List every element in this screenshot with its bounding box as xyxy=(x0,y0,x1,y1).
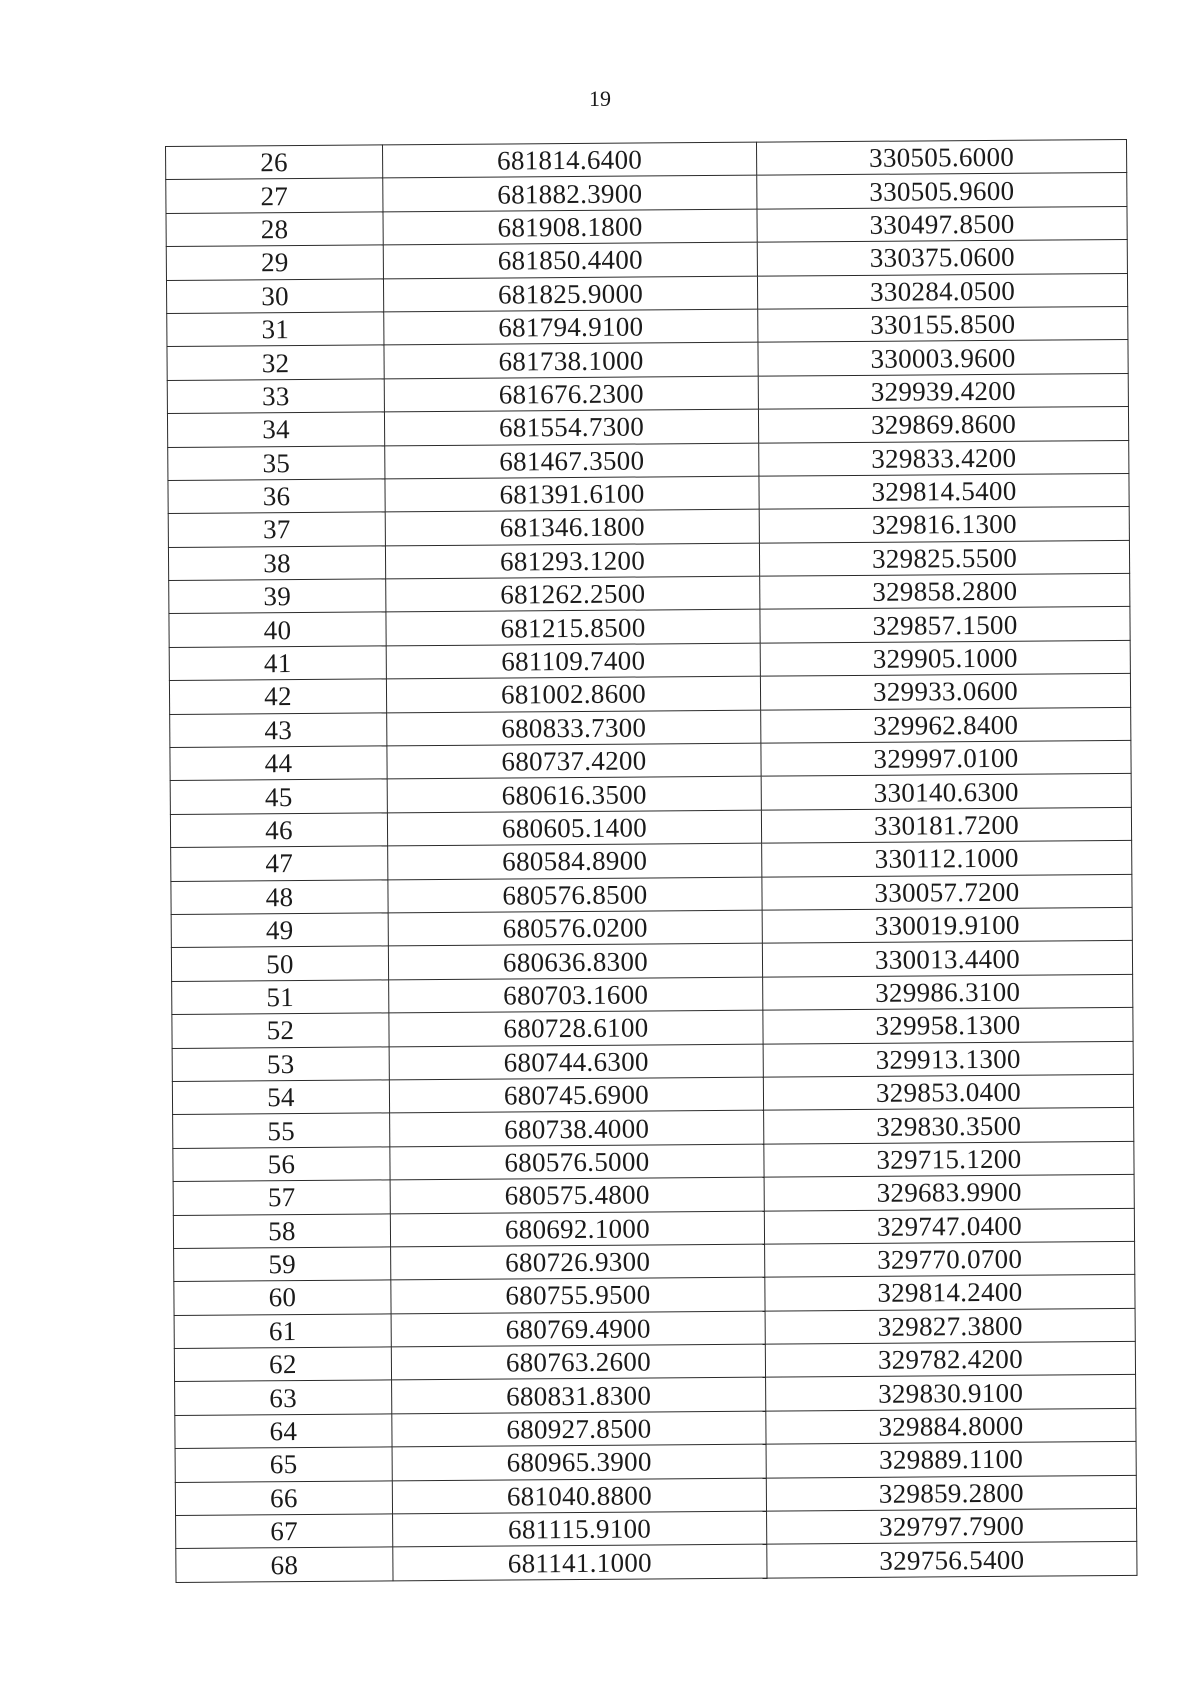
x-coordinate-cell: 681293.1200 xyxy=(385,543,759,579)
y-coordinate-cell: 329853.0400 xyxy=(763,1074,1133,1110)
point-number-cell: 34 xyxy=(167,412,384,447)
x-coordinate-cell: 681554.7300 xyxy=(384,409,758,445)
y-coordinate-cell: 329986.3100 xyxy=(763,974,1133,1010)
x-coordinate-cell: 680636.8300 xyxy=(388,944,762,980)
x-coordinate-cell: 681794.9100 xyxy=(384,309,758,345)
x-coordinate-cell: 681002.8600 xyxy=(386,676,760,712)
point-number-cell: 64 xyxy=(175,1414,392,1449)
y-coordinate-cell: 329933.0600 xyxy=(760,674,1130,710)
y-coordinate-cell: 330155.8500 xyxy=(758,306,1128,342)
point-number-cell: 50 xyxy=(171,946,388,981)
y-coordinate-cell: 329958.1300 xyxy=(763,1008,1133,1044)
y-coordinate-cell: 330140.6300 xyxy=(761,774,1131,810)
y-coordinate-cell: 329889.1100 xyxy=(766,1442,1136,1478)
x-coordinate-cell: 680726.9300 xyxy=(391,1244,765,1280)
y-coordinate-cell: 329939.4200 xyxy=(758,373,1128,409)
x-coordinate-cell: 680833.7300 xyxy=(387,710,761,746)
y-coordinate-cell: 330181.7200 xyxy=(761,807,1131,843)
x-coordinate-cell: 681825.9000 xyxy=(383,276,757,312)
y-coordinate-cell: 329715.1200 xyxy=(764,1141,1134,1177)
x-coordinate-cell: 680576.0200 xyxy=(388,910,762,946)
point-number-cell: 31 xyxy=(167,312,384,347)
y-coordinate-cell: 329830.9100 xyxy=(766,1375,1136,1411)
point-number-cell: 44 xyxy=(170,746,387,781)
x-coordinate-cell: 680965.3900 xyxy=(392,1444,766,1480)
y-coordinate-cell: 330057.7200 xyxy=(762,874,1132,910)
y-coordinate-cell: 329962.8400 xyxy=(761,707,1131,743)
x-coordinate-cell: 681115.9100 xyxy=(393,1511,767,1547)
x-coordinate-cell: 680728.6100 xyxy=(389,1010,763,1046)
y-coordinate-cell: 329830.3500 xyxy=(764,1108,1134,1144)
x-coordinate-cell: 681040.8800 xyxy=(392,1478,766,1514)
y-coordinate-cell: 329859.2800 xyxy=(766,1475,1136,1511)
y-coordinate-cell: 329683.9900 xyxy=(764,1175,1134,1211)
x-coordinate-cell: 680769.4900 xyxy=(391,1311,765,1347)
coordinates-table xyxy=(165,139,1138,1583)
y-coordinate-cell: 329858.2800 xyxy=(760,574,1130,610)
point-number-cell: 61 xyxy=(174,1314,391,1349)
point-number-cell: 53 xyxy=(172,1046,389,1081)
point-number-cell: 56 xyxy=(173,1147,390,1182)
point-number-cell: 46 xyxy=(170,813,387,848)
y-coordinate-cell: 330112.1000 xyxy=(762,841,1132,877)
y-coordinate-cell: 329827.3800 xyxy=(765,1308,1135,1344)
x-coordinate-cell: 680738.4000 xyxy=(390,1110,764,1146)
y-coordinate-cell: 330284.0500 xyxy=(757,273,1127,309)
x-coordinate-cell: 681814.6400 xyxy=(382,142,756,178)
y-coordinate-cell: 330505.9600 xyxy=(757,173,1127,209)
x-coordinate-cell: 681109.7400 xyxy=(386,643,760,679)
x-coordinate-cell: 680703.1600 xyxy=(389,977,763,1013)
x-coordinate-cell: 680605.1400 xyxy=(387,810,761,846)
point-number-cell: 38 xyxy=(168,546,385,581)
point-number-cell: 55 xyxy=(173,1113,390,1148)
point-number-cell: 27 xyxy=(166,178,383,213)
point-number-cell: 52 xyxy=(172,1013,389,1048)
y-coordinate-cell: 329814.5400 xyxy=(759,473,1129,509)
point-number-cell: 49 xyxy=(171,913,388,948)
point-number-cell: 33 xyxy=(167,379,384,414)
y-coordinate-cell: 329825.5500 xyxy=(759,540,1129,576)
y-coordinate-cell: 329913.1300 xyxy=(763,1041,1133,1077)
x-coordinate-cell: 681908.1800 xyxy=(383,209,757,245)
point-number-cell: 62 xyxy=(174,1347,391,1382)
y-coordinate-cell: 329814.2400 xyxy=(765,1275,1135,1311)
y-coordinate-cell: 329884.8000 xyxy=(766,1408,1136,1444)
point-number-cell: 66 xyxy=(175,1480,392,1515)
point-number-cell: 58 xyxy=(173,1213,390,1248)
coordinates-table-body xyxy=(166,139,1137,1582)
point-number-cell: 36 xyxy=(168,479,385,514)
x-coordinate-cell: 681850.4400 xyxy=(383,242,757,278)
x-coordinate-cell: 680927.8500 xyxy=(392,1411,766,1447)
point-number-cell: 67 xyxy=(176,1514,393,1549)
x-coordinate-cell: 680576.5000 xyxy=(390,1144,764,1180)
point-number-cell: 59 xyxy=(174,1247,391,1282)
y-coordinate-cell: 329905.1000 xyxy=(760,640,1130,676)
x-coordinate-cell: 681467.3500 xyxy=(385,443,759,479)
y-coordinate-cell: 329747.0400 xyxy=(764,1208,1134,1244)
point-number-cell: 45 xyxy=(170,779,387,814)
point-number-cell: 32 xyxy=(167,345,384,380)
point-number-cell: 65 xyxy=(175,1447,392,1482)
y-coordinate-cell: 329857.1500 xyxy=(760,607,1130,643)
y-coordinate-cell: 329833.4200 xyxy=(759,440,1129,476)
point-number-cell: 35 xyxy=(168,445,385,480)
x-coordinate-cell: 681391.6100 xyxy=(385,476,759,512)
y-coordinate-cell: 329997.0100 xyxy=(761,740,1131,776)
x-coordinate-cell: 680831.8300 xyxy=(392,1378,766,1414)
x-coordinate-cell: 681262.2500 xyxy=(386,576,760,612)
point-number-cell: 41 xyxy=(169,646,386,681)
y-coordinate-cell: 330375.0600 xyxy=(757,240,1127,276)
x-coordinate-cell: 680744.6300 xyxy=(389,1044,763,1080)
y-coordinate-cell: 329770.0700 xyxy=(765,1241,1135,1277)
x-coordinate-cell: 680584.8900 xyxy=(388,843,762,879)
point-number-cell: 39 xyxy=(169,579,386,614)
point-number-cell: 40 xyxy=(169,612,386,647)
x-coordinate-cell: 681215.8500 xyxy=(386,610,760,646)
x-coordinate-cell: 681141.1000 xyxy=(393,1545,767,1581)
point-number-cell: 29 xyxy=(166,245,383,280)
y-coordinate-cell: 329869.8600 xyxy=(758,407,1128,443)
y-coordinate-cell: 329816.1300 xyxy=(759,507,1129,543)
y-coordinate-cell: 330497.8500 xyxy=(757,206,1127,242)
point-number-cell: 51 xyxy=(172,980,389,1015)
x-coordinate-cell: 680737.4200 xyxy=(387,743,761,779)
x-coordinate-cell: 681882.3900 xyxy=(383,176,757,212)
point-number-cell: 28 xyxy=(166,212,383,247)
point-number-cell: 48 xyxy=(171,879,388,914)
x-coordinate-cell: 681676.2300 xyxy=(384,376,758,412)
x-coordinate-cell: 680575.4800 xyxy=(390,1177,764,1213)
table-row xyxy=(176,1542,1137,1582)
x-coordinate-cell: 681738.1000 xyxy=(384,343,758,379)
y-coordinate-cell: 329782.4200 xyxy=(765,1341,1135,1377)
point-number-cell: 57 xyxy=(173,1180,390,1215)
x-coordinate-cell: 681346.1800 xyxy=(385,509,759,545)
x-coordinate-cell: 680576.8500 xyxy=(388,877,762,913)
point-number-cell: 30 xyxy=(166,278,383,313)
point-number-cell: 26 xyxy=(166,145,383,180)
x-coordinate-cell: 680616.3500 xyxy=(387,777,761,813)
x-coordinate-cell: 680755.9500 xyxy=(391,1277,765,1313)
y-coordinate-cell: 330505.6000 xyxy=(756,139,1126,175)
point-number-cell: 43 xyxy=(170,713,387,748)
point-number-cell: 68 xyxy=(176,1547,393,1582)
point-number-cell: 60 xyxy=(174,1280,391,1315)
y-coordinate-cell: 329756.5400 xyxy=(767,1542,1137,1578)
y-coordinate-cell: 330019.9100 xyxy=(762,907,1132,943)
x-coordinate-cell: 680763.2600 xyxy=(391,1344,765,1380)
point-number-cell: 54 xyxy=(172,1080,389,1115)
coordinates-table-container xyxy=(165,139,1137,1583)
y-coordinate-cell: 330013.4400 xyxy=(762,941,1132,977)
point-number-cell: 42 xyxy=(169,679,386,714)
y-coordinate-cell: 329797.7900 xyxy=(767,1508,1137,1544)
point-number-cell: 47 xyxy=(171,846,388,881)
x-coordinate-cell: 680745.6900 xyxy=(389,1077,763,1113)
point-number-cell: 63 xyxy=(175,1380,392,1415)
y-coordinate-cell: 330003.9600 xyxy=(758,340,1128,376)
x-coordinate-cell: 680692.1000 xyxy=(390,1211,764,1247)
point-number-cell: 37 xyxy=(168,512,385,547)
page-number: 19 xyxy=(589,86,611,111)
